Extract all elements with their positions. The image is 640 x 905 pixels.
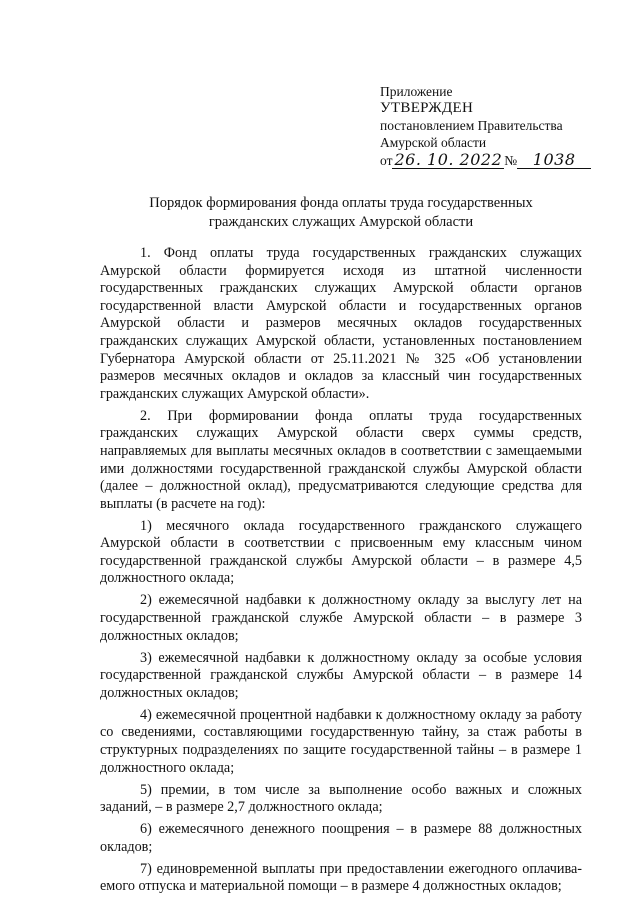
list-item-4: 4) ежемесячной процентной надбавки к должностному окладу за работу со сведениями, составляющими государственную тайну, за стаж работы в структурных подразделениях по защите государственной тайны – в размере 1 должностного оклада; (100, 706, 582, 776)
document-body (100, 245, 582, 898)
list-item-7: 7) единовременной выплаты при предоставлении ежегодного оплачива-емого отпуска и материальной помощи – в размере 4 должностных окладов; (100, 860, 582, 895)
date-prefix: от (380, 153, 393, 168)
list-item-3: 3) ежемесячной надбавки к должностному окладу за особые условия государственной гражданской службы Амурской области – в размере 14 должностных окладов; (100, 649, 582, 701)
approval-block (380, 83, 620, 169)
list-item-1: 1) месячного оклада государственного гражданского служащего Амурской области в соответствии с присвоенным ему классным чином государственной гражданской службы Амурской области – в размере 4,5 должностного оклада; (100, 517, 582, 587)
handwritten-number: 1038 (517, 151, 591, 169)
title-line-2: гражданских служащих Амурской области (208, 214, 474, 230)
list-item-6: 6) ежемесячного денежного поощрения – в размере 88 должностных окладов; (100, 821, 582, 855)
list-item-2: 2) ежемесячной надбавки к должностному окладу за выслугу лет на государственной гражданской службе Амурской области – в размере 3 должностных окладов; (100, 592, 582, 644)
paragraph-1: 1. Фонд оплаты труда государственных гражданских служащих Амурской области формируется исходя из штатной численности государственных гражданских служащих Амурской области органов государственной власти Амурской области и государственных органов Амурской области и размеров месячных окладов государственных гражданских служащих Амурской области, установленных постановлением Губернатора Амурской области от 25.11.2021 № 325 «Об установлении размеров месячных окладов и окладов за классный чин государственных гражданских служащих Амурской области». (100, 245, 582, 402)
title-line-1: Порядок формирования фонда оплаты труда государственных (149, 195, 533, 211)
approved-label: УТВЕРЖДЕН (380, 100, 474, 116)
decree-label: постановлением Правительства (380, 118, 563, 133)
paragraph-2: 2. При формировании фонда оплаты труда государственных гражданских служащих Амурской области сверх суммы средств, направляемых для выплаты месячных окладов в соответствии с замещаемыми ими должностями государственной гражданской службы Амурской области (далее – должностной оклад), предусматриваются следующие средства для выплаты (в расчете на год): (100, 407, 582, 512)
document-title (100, 194, 582, 232)
appendix-label: Приложение (380, 84, 453, 99)
date-number-line (380, 151, 620, 169)
list-item-5: 5) премии, в том числе за выполнение особо важных и сложных заданий, – в размере 2,7 должностного оклада; (100, 781, 582, 816)
number-prefix: № (504, 153, 518, 168)
handwritten-date: 26. 10. 2022 (394, 150, 503, 169)
region-label: Амурской области (380, 135, 487, 150)
